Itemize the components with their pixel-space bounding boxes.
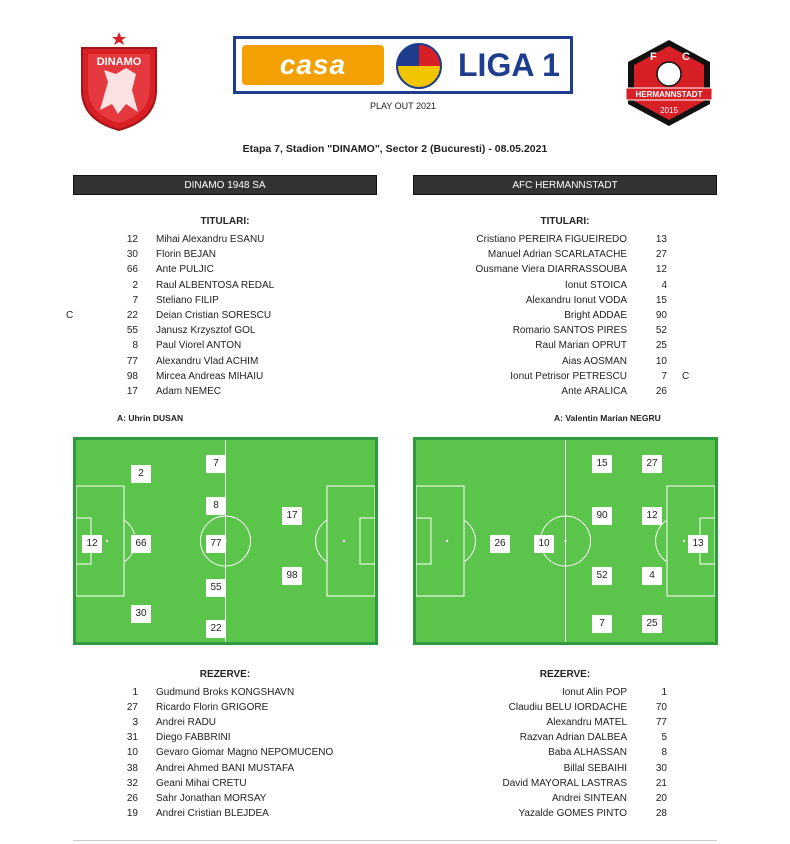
list-item <box>402 777 702 790</box>
player-name: Claudiu BELU IORDACHE <box>508 702 627 714</box>
player-marker: 22 <box>206 620 226 638</box>
player-number: 70 <box>655 702 667 714</box>
list-item <box>102 731 392 744</box>
player-number: 3 <box>132 717 138 729</box>
player-number: 28 <box>655 807 667 819</box>
player-name: Raul Marian OPRUT <box>535 340 627 352</box>
svg-text:DINAMO: DINAMO <box>96 56 142 68</box>
player-name: Ionut Petrisor PETRESCU <box>510 370 627 382</box>
liga-logo: LIGA 1 <box>458 46 560 83</box>
player-number: 12 <box>655 264 667 276</box>
player-number: 21 <box>655 777 667 789</box>
player-number: 7 <box>661 370 667 382</box>
player-number: 26 <box>655 386 667 397</box>
player-number: 66 <box>126 264 138 276</box>
player-name: Ante ARALICA <box>561 386 627 397</box>
home-coach: A: Uhrin DUSAN <box>117 413 184 423</box>
list-item <box>402 324 702 337</box>
player-marker: 2 <box>131 465 151 483</box>
list-item <box>402 294 702 307</box>
player-name: Cristiano PEREIRA FIGUEIREDO <box>476 234 627 245</box>
player-name: Andrei RADU <box>156 717 217 729</box>
player-name: Florin BEJAN <box>156 249 217 261</box>
player-number: 32 <box>126 777 138 789</box>
home-team-bar: DINAMO 1948 SA <box>73 175 377 195</box>
list-item <box>402 248 702 261</box>
player-number: 10 <box>126 747 138 759</box>
player-name: Diego FABBRINI <box>156 732 231 744</box>
player-number: 13 <box>655 234 667 245</box>
list-item <box>402 686 702 699</box>
player-number: 15 <box>655 294 667 306</box>
list-item <box>102 370 392 383</box>
player-number: 7 <box>132 294 138 306</box>
captain-mark: C <box>66 310 74 321</box>
player-marker: 17 <box>282 507 302 525</box>
casa-logo: casa <box>242 45 384 85</box>
player-name: Ousmane Viera DIARRASSOUBA <box>475 264 627 276</box>
player-number: 8 <box>132 340 138 352</box>
list-item <box>402 355 702 368</box>
player-marker: 7 <box>206 455 226 473</box>
player-number: 31 <box>126 732 138 744</box>
away-team-bar: AFC HERMANNSTADT <box>413 175 717 195</box>
player-name: Deian Cristian SORESCU <box>156 310 272 321</box>
player-marker: 15 <box>592 455 612 473</box>
svg-text:HERMANNSTADT: HERMANNSTADT <box>635 90 703 99</box>
list-item <box>402 716 702 729</box>
list-item <box>102 716 392 729</box>
list-item <box>66 309 392 322</box>
player-name: Andrei SINTEAN <box>551 792 627 804</box>
list-item <box>102 339 392 352</box>
player-marker: 27 <box>642 455 662 473</box>
list-item <box>102 686 392 699</box>
player-name: Alexandru MATEL <box>546 717 627 729</box>
list-item <box>402 792 702 805</box>
player-marker: 25 <box>642 615 662 633</box>
player-number: 30 <box>655 762 667 774</box>
player-number: 98 <box>126 370 138 382</box>
player-number: 20 <box>655 792 667 804</box>
player-name: Mihai Alexandru ESANU <box>156 234 265 245</box>
player-number: 5 <box>661 732 667 744</box>
player-name: Manuel Adrian SCARLATACHE <box>487 249 627 261</box>
list-item <box>102 385 392 398</box>
player-marker: 13 <box>688 535 708 553</box>
divider <box>73 840 717 841</box>
list-item <box>102 279 392 292</box>
player-number: 26 <box>126 792 138 804</box>
list-item <box>402 701 702 714</box>
player-marker: 8 <box>206 497 226 515</box>
player-name: Steliano FILIP <box>156 294 219 306</box>
player-marker: 66 <box>131 535 151 553</box>
match-info: Etapa 7, Stadion "DINAMO", Sector 2 (Bucuresti) - 08.05.2021 <box>242 143 548 155</box>
list-item <box>402 339 702 352</box>
list-item <box>402 309 702 322</box>
player-name: Aias AOSMAN <box>561 355 627 367</box>
svg-text:2015: 2015 <box>660 106 678 115</box>
player-name: Yazalde GOMES PINTO <box>518 807 627 819</box>
player-number: 27 <box>655 249 667 261</box>
competition-subtitle: PLAY OUT 2021 <box>369 101 437 111</box>
player-number: 8 <box>661 747 667 759</box>
list-item <box>402 279 702 292</box>
player-name: Billal SEBAIHI <box>563 762 627 774</box>
player-name: Janusz Krzysztof GOL <box>156 325 256 337</box>
player-marker: 52 <box>592 567 612 585</box>
player-number: 90 <box>655 310 667 321</box>
player-number: 4 <box>661 279 667 291</box>
player-number: 22 <box>126 310 138 321</box>
player-number: 77 <box>126 355 138 367</box>
list-item <box>402 746 702 759</box>
player-name: Bright ADDAE <box>564 310 627 321</box>
player-name: Paul Viorel ANTON <box>156 340 242 352</box>
list-item <box>402 263 702 276</box>
player-name: Ionut Alin POP <box>561 687 627 698</box>
list-item <box>402 385 702 398</box>
home-starters-title: TITULARI: <box>200 216 250 227</box>
list-item <box>102 746 392 759</box>
player-name: Razvan Adrian DALBEA <box>519 732 627 744</box>
player-name: Andrei Ahmed BANI MUSTAFA <box>156 762 295 774</box>
list-item <box>402 807 702 820</box>
player-marker: 98 <box>282 567 302 585</box>
player-name: Andrei Cristian BLEJDEA <box>156 807 269 819</box>
list-item <box>102 324 392 337</box>
svg-text:C: C <box>682 51 690 63</box>
dinamo-logo <box>78 30 160 132</box>
list-item <box>402 233 702 246</box>
player-number: 17 <box>126 386 138 397</box>
player-name: Geani Mihai CRETU <box>156 777 247 789</box>
player-number: 25 <box>655 340 667 352</box>
player-marker: 26 <box>490 535 510 553</box>
home-subs-title: REZERVE: <box>199 669 251 680</box>
list-item <box>102 701 392 714</box>
player-name: Sahr Jonathan MORSAY <box>156 792 267 804</box>
player-number: 2 <box>132 279 138 291</box>
list-item <box>102 762 392 775</box>
ball-icon <box>386 41 452 91</box>
player-marker: 4 <box>642 567 662 585</box>
player-number: 1 <box>661 687 667 698</box>
away-starters-title: TITULARI: <box>540 216 590 227</box>
player-number: 77 <box>655 717 667 729</box>
player-name: Gudmund Broks KONGSHAVN <box>156 687 295 698</box>
player-name: Ionut STOICA <box>564 279 627 291</box>
list-item <box>102 777 392 790</box>
player-number: 27 <box>126 702 138 714</box>
player-marker: 7 <box>592 615 612 633</box>
player-number: 30 <box>126 249 138 261</box>
league-banner <box>233 36 573 94</box>
player-marker: 12 <box>82 535 102 553</box>
player-name: Raul ALBENTOSA REDAL <box>156 279 275 291</box>
player-number: 19 <box>126 807 138 819</box>
player-number: 38 <box>126 762 138 774</box>
player-marker: 55 <box>206 579 226 597</box>
hermannstadt-logo <box>620 38 718 128</box>
player-name: Baba ALHASSAN <box>548 747 627 759</box>
list-item <box>102 233 392 246</box>
player-name: Romario SANTOS PIRES <box>512 325 627 337</box>
list-item <box>102 792 392 805</box>
player-name: Alexandru Vlad ACHIM <box>156 355 259 367</box>
list-item <box>102 807 392 820</box>
player-name: Ricardo Florin GRIGORE <box>156 702 269 714</box>
list-item <box>402 731 702 744</box>
player-marker: 77 <box>206 535 226 553</box>
player-marker: 12 <box>642 507 662 525</box>
list-item <box>102 263 392 276</box>
player-name: Mircea Andreas MIHAIU <box>156 370 264 382</box>
list-item <box>102 294 392 307</box>
player-name: Gevaro Giomar Magno NEPOMUCENO <box>156 747 334 759</box>
player-number: 10 <box>655 355 667 367</box>
player-marker: 90 <box>592 507 612 525</box>
player-number: 55 <box>126 325 138 337</box>
player-marker: 30 <box>131 605 151 623</box>
player-marker: 10 <box>534 535 554 553</box>
away-formation-pitch <box>413 437 718 645</box>
player-name: Alexandru Ionut VODA <box>525 294 627 306</box>
home-formation-pitch <box>73 437 378 645</box>
player-number: 52 <box>655 325 667 337</box>
away-subs-title: REZERVE: <box>539 669 591 680</box>
list-item <box>102 355 392 368</box>
svg-text:F: F <box>650 51 657 63</box>
player-number: 1 <box>132 687 138 698</box>
player-name: David MAYORAL LASTRAS <box>502 777 627 789</box>
list-item <box>402 762 702 775</box>
player-name: Adam NEMEC <box>156 386 222 397</box>
list-item <box>402 370 702 383</box>
player-name: Ante PULJIC <box>156 264 214 276</box>
player-number: 12 <box>126 234 138 245</box>
list-item <box>102 248 392 261</box>
away-coach: A: Valentin Marian NEGRU <box>554 413 661 423</box>
captain-mark: C <box>682 370 690 382</box>
